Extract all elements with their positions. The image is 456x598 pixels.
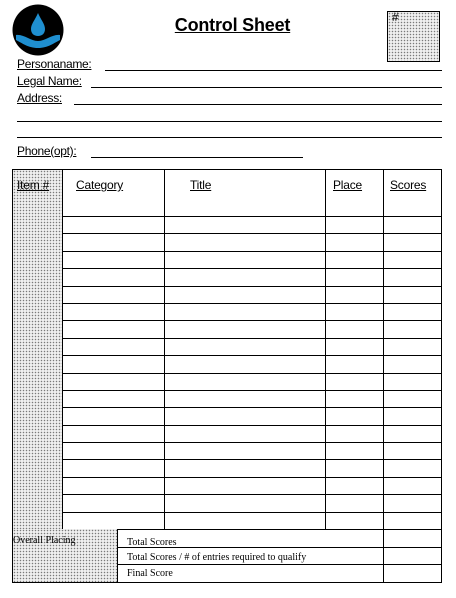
table-row[interactable] [62, 512, 441, 513]
table-row[interactable] [62, 268, 441, 269]
personaname-label: Personaname: [17, 57, 92, 71]
table-row[interactable] [62, 355, 441, 356]
address-field-line-2[interactable] [17, 121, 442, 122]
header-place: Place [333, 178, 363, 192]
table-row[interactable] [62, 251, 441, 252]
legal-name-label: Legal Name: [17, 74, 82, 88]
overall-placing-box[interactable] [13, 529, 118, 582]
page-title: Control Sheet [174, 15, 291, 35]
total-scores-label: Total Scores [127, 537, 177, 548]
entries-table [12, 169, 442, 530]
final-score-label: Final Score [127, 568, 173, 579]
phone-field[interactable] [91, 157, 303, 158]
totals-section [12, 529, 442, 583]
table-row[interactable] [62, 407, 441, 408]
table-row[interactable] [62, 303, 441, 304]
address-field-line-3[interactable] [17, 137, 442, 138]
table-row[interactable] [62, 494, 441, 495]
legal-name-field[interactable] [91, 87, 442, 88]
water-drop-icon [12, 4, 64, 56]
table-row[interactable] [62, 373, 441, 374]
id-number-box[interactable] [387, 11, 440, 62]
personaname-field[interactable] [105, 70, 442, 71]
address-label: Address: [17, 91, 62, 105]
overall-placing-label: Overall Placing [13, 535, 76, 546]
address-field-line-1[interactable] [74, 104, 442, 105]
id-hash-label: # [392, 10, 399, 24]
table-row[interactable] [62, 425, 441, 426]
table-row[interactable] [62, 477, 441, 478]
table-row[interactable] [62, 233, 441, 234]
table-row[interactable] [62, 390, 441, 391]
table-row[interactable] [62, 286, 441, 287]
table-row[interactable] [62, 459, 441, 460]
header-title: Title [190, 178, 212, 192]
header-category: Category [76, 178, 124, 192]
table-row[interactable] [62, 320, 441, 321]
header-scores: Scores [390, 178, 427, 192]
qualify-ratio-label: Total Scores / # of entries required to qualify [127, 552, 307, 563]
item-number-column [13, 170, 62, 529]
table-row[interactable] [62, 216, 441, 217]
table-row[interactable] [62, 442, 441, 443]
header-item-number: Item # [17, 178, 50, 192]
phone-label: Phone(opt): [17, 144, 77, 158]
table-row[interactable] [62, 338, 441, 339]
